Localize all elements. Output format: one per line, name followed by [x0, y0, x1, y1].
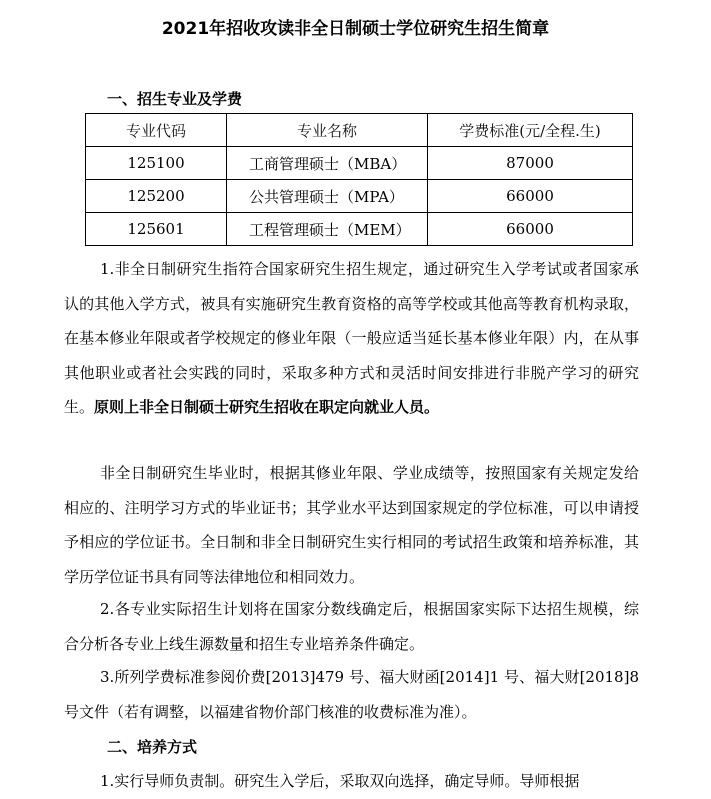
program-fee: 87000 [428, 147, 633, 180]
paragraph-enrollment-plan: 2.各专业实际招生计划将在国家分数线确定后，根据国家实际下达招生规模，综合分析各专业上线生源数量和招生专业培养条件确定。 [64, 600, 639, 653]
paragraph-tuition-notes: 3.所列学费标准参阅价费[2013]479 号、福大财函[2014]1 号、福大财[2018]8号文件（若有调整，以福建省物价部门核准的收费标准为准）。 [64, 668, 639, 721]
table-header-row [86, 114, 633, 147]
program-fee: 66000 [428, 180, 633, 213]
column-header-fee: 学费标准(元/全程.生) [428, 114, 633, 147]
document-title: 2021年招收攻读非全日制硕士学位研究生招生简章 [161, 19, 550, 39]
program-name: 公共管理硕士（MPA） [227, 180, 428, 213]
column-header-code: 专业代码 [86, 114, 227, 147]
paragraph-supervisor: 1.实行导师负责制。研究生入学后，采取双向选择，确定导师。导师根据 [100, 772, 580, 790]
table-row [86, 213, 633, 246]
program-fee: 66000 [428, 213, 633, 246]
paragraph-definition-emphasis: 原则上非全日制硕士研究生招收在职定向就业人员。 [94, 398, 440, 416]
table-row [86, 147, 633, 180]
section-heading-enrollment: 一、招生专业及学费 [107, 90, 243, 108]
table-row [86, 180, 633, 213]
fee-table [85, 113, 633, 246]
section-heading-training: 二、培养方式 [107, 738, 198, 756]
paragraph-definition-text: 1.非全日制研究生指符合国家研究生招生规定，通过研究生入学考试或者国家承认的其他入学方式，被具有实施研究生教育资格的高等学校或其他高等教育机构录取，在基本修业年限或者学校规定的修业年限（一般应适当延长基本修业年限）内，在从事其他职业或者社会实践的同时，采取多种方式和灵活时间安排进行非脱产学习的研究生。 [64, 260, 639, 416]
program-code: 125100 [86, 147, 227, 180]
program-name: 工程管理硕士（MEM） [227, 213, 428, 246]
program-code: 125601 [86, 213, 227, 246]
paragraph-graduation: 非全日制研究生毕业时，根据其修业年限、学业成绩等，按照国家有关规定发给相应的、注明学习方式的毕业证书；其学业水平达到国家规定的学位标准，可以申请授予相应的学位证书。全日制和非全日制研究生实行相同的考试招生政策和培养标准，其学历学位证书具有同等法律地位和相同效力。 [64, 464, 639, 586]
column-header-name: 专业名称 [227, 114, 428, 147]
program-code: 125200 [86, 180, 227, 213]
program-name: 工商管理硕士（MBA） [227, 147, 428, 180]
paragraph-definition [64, 252, 639, 425]
